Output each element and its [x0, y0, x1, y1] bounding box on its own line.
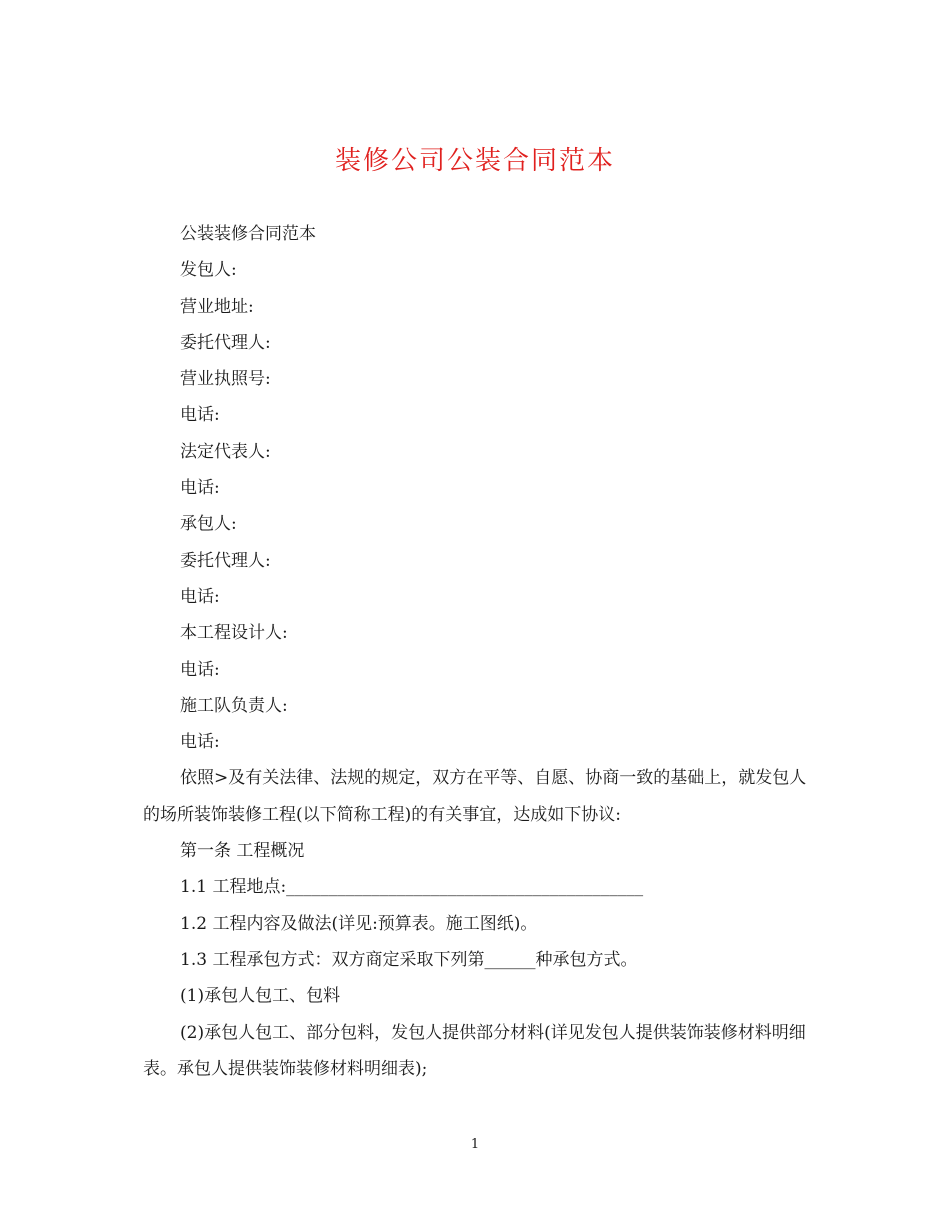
- document-title: 装修公司公装合同范本: [334, 146, 615, 176]
- business-address-line: 营业地址:: [180, 296, 254, 317]
- legal-representative-line: 法定代表人:: [180, 441, 271, 462]
- clause-1-2: 1.2 工程内容及做法(详见:预算表。施工图纸)。: [180, 913, 538, 934]
- page-number: 1: [470, 1137, 480, 1152]
- crew-lead-phone-line: 电话:: [180, 732, 220, 753]
- preamble-paragraph: 依照>及有关法律、法规的规定，双方在平等、自愿、协商一致的基础上，就发包人的场所装饰装修工程(以下简称工程)的有关事宜，达成如下协议:: [143, 768, 807, 825]
- option-2: (2)承包人包工、部分包料，发包人提供部分材料(详见发包人提供装饰装修材料明细表。承包人提供装饰装修材料明细表);: [143, 1022, 806, 1079]
- document-body: [143, 216, 807, 1087]
- crew-lead-line: 施工队负责人:: [180, 695, 288, 716]
- option-1: (1)承包人包工、包料: [180, 986, 341, 1007]
- designer-phone-line: 电话:: [180, 659, 220, 680]
- contractor-agent-line: 委托代理人:: [180, 550, 271, 571]
- article-1-heading: 第一条 工程概况: [180, 841, 305, 862]
- business-license-line: 营业执照号:: [180, 369, 271, 390]
- legal-representative-phone-line: 电话:: [180, 478, 220, 499]
- clause-1-3: 1.3 工程承包方式：双方商定采取下列第______种承包方式。: [180, 949, 638, 970]
- employer-line: 发包人:: [180, 260, 237, 281]
- clause-1-1: 1.1 工程地点:__________________________________________: [180, 877, 644, 898]
- designer-line: 本工程设计人:: [180, 623, 288, 644]
- contractor-line: 承包人:: [180, 514, 237, 535]
- contractor-phone-line: 电话:: [180, 586, 220, 607]
- employer-agent-line: 委托代理人:: [180, 332, 271, 353]
- employer-phone-line: 电话:: [180, 405, 220, 426]
- subtitle-line: 公装装修合同范本: [180, 224, 316, 244]
